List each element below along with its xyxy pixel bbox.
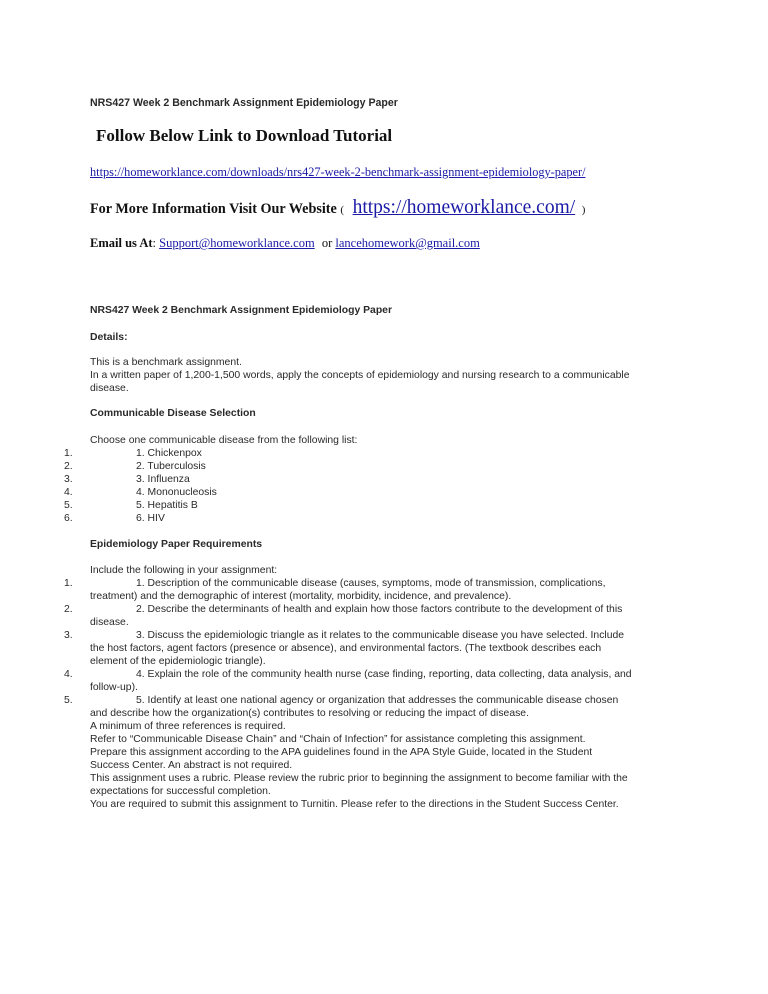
- list-number: 3.: [64, 630, 73, 641]
- website-link[interactable]: https://homeworklance.com/: [352, 197, 576, 218]
- list-number: 2.: [64, 604, 73, 615]
- list-number: 3.: [64, 474, 73, 485]
- list-number: 4.: [64, 669, 73, 680]
- list-text-continued: follow-up).: [90, 682, 138, 693]
- open-paren: (: [340, 204, 345, 216]
- list-text-continued: disease.: [90, 617, 129, 628]
- list-text: 6. HIV: [136, 513, 165, 524]
- list-number: 6.: [64, 513, 73, 524]
- list-text: 3. Discuss the epidemiologic triangle as it relates to the communicable disease you have selected. Include: [136, 630, 625, 641]
- close-paren: ): [581, 204, 586, 216]
- list-text: 1. Description of the communicable disease (causes, symptoms, mode of transmission, complications,: [136, 578, 606, 589]
- intro-line-3: disease.: [90, 383, 129, 394]
- list-text-continued: element of the epidemiologic triangle).: [90, 656, 266, 667]
- note-line: Refer to “Communicable Disease Chain” and “Chain of Infection” for assistance completing this assignment.: [90, 734, 586, 745]
- section-title: NRS427 Week 2 Benchmark Assignment Epidemiology Paper: [90, 305, 393, 316]
- list-number: 4.: [64, 487, 73, 498]
- list-text: 4. Mononucleosis: [136, 487, 217, 498]
- list-text: 4. Explain the role of the community health nurse (case finding, reporting, data collecting, data analysis, and: [136, 669, 632, 680]
- note-line: expectations for successful completion.: [90, 786, 271, 797]
- list-number: 1.: [64, 448, 73, 459]
- document-title: NRS427 Week 2 Benchmark Assignment Epidemiology Paper: [90, 97, 398, 109]
- list-number: 5.: [64, 500, 73, 511]
- list-text-continued: the host factors, agent factors (presence or absence), and environmental factors. (The textbook describes each: [90, 643, 602, 654]
- email-or: or: [321, 236, 333, 250]
- list-number: 1.: [64, 578, 73, 589]
- list-text: 2. Tuberculosis: [136, 461, 206, 472]
- list-number: 5.: [64, 695, 73, 706]
- requirements-heading: Epidemiology Paper Requirements: [90, 539, 263, 550]
- list-text: 5. Identify at least one national agency or organization that addresses the communicable disease chosen: [136, 695, 619, 706]
- download-heading: Follow Below Link to Download Tutorial: [96, 126, 393, 145]
- note-line: A minimum of three references is required.: [90, 721, 286, 732]
- selection-intro: Choose one communicable disease from the following list:: [90, 435, 358, 446]
- note-line: Prepare this assignment according to the APA guidelines found in the APA Style Guide, located in the Student: [90, 747, 593, 758]
- list-text-continued: and describe how the organization(s) contributes to resolving or reducing the impact of disease.: [90, 708, 529, 719]
- list-number: 2.: [64, 461, 73, 472]
- list-text: 2. Describe the determinants of health and explain how those factors contribute to the development of this: [136, 604, 623, 615]
- list-text: 3. Influenza: [136, 474, 190, 485]
- list-text-continued: treatment) and the demographic of interest (mortality, morbidity, incidence, and prevalence).: [90, 591, 512, 602]
- requirements-intro: Include the following in your assignment:: [90, 565, 278, 576]
- list-text: 1. Chickenpox: [136, 448, 202, 459]
- note-line: You are required to submit this assignment to Turnitin. Please refer to the directions in the Student Success Center.: [90, 799, 619, 810]
- more-info-line: [90, 197, 585, 219]
- list-text: 5. Hepatitis B: [136, 500, 198, 511]
- intro-line-1: This is a benchmark assignment.: [90, 357, 242, 368]
- more-info-label: For More Information Visit Our Website: [90, 201, 337, 217]
- alt-email-link[interactable]: lancehomework@gmail.com: [335, 236, 480, 250]
- download-link[interactable]: https://homeworklance.com/downloads/nrs427-week-2-benchmark-assignment-epidemiology-paper/: [90, 165, 586, 179]
- note-line: Success Center. An abstract is not required.: [90, 760, 293, 771]
- email-label: Email us At: [90, 236, 153, 250]
- details-label: Details:: [90, 332, 128, 343]
- support-email-link[interactable]: Support@homeworklance.com: [159, 236, 315, 250]
- intro-line-2: In a written paper of 1,200-1,500 words, apply the concepts of epidemiology and nursing research to a communicable: [90, 370, 630, 381]
- email-line: [90, 236, 480, 251]
- note-line: This assignment uses a rubric. Please review the rubric prior to beginning the assignment to become familiar with the: [90, 773, 628, 784]
- selection-heading: Communicable Disease Selection: [90, 408, 256, 419]
- email-colon: :: [152, 236, 156, 250]
